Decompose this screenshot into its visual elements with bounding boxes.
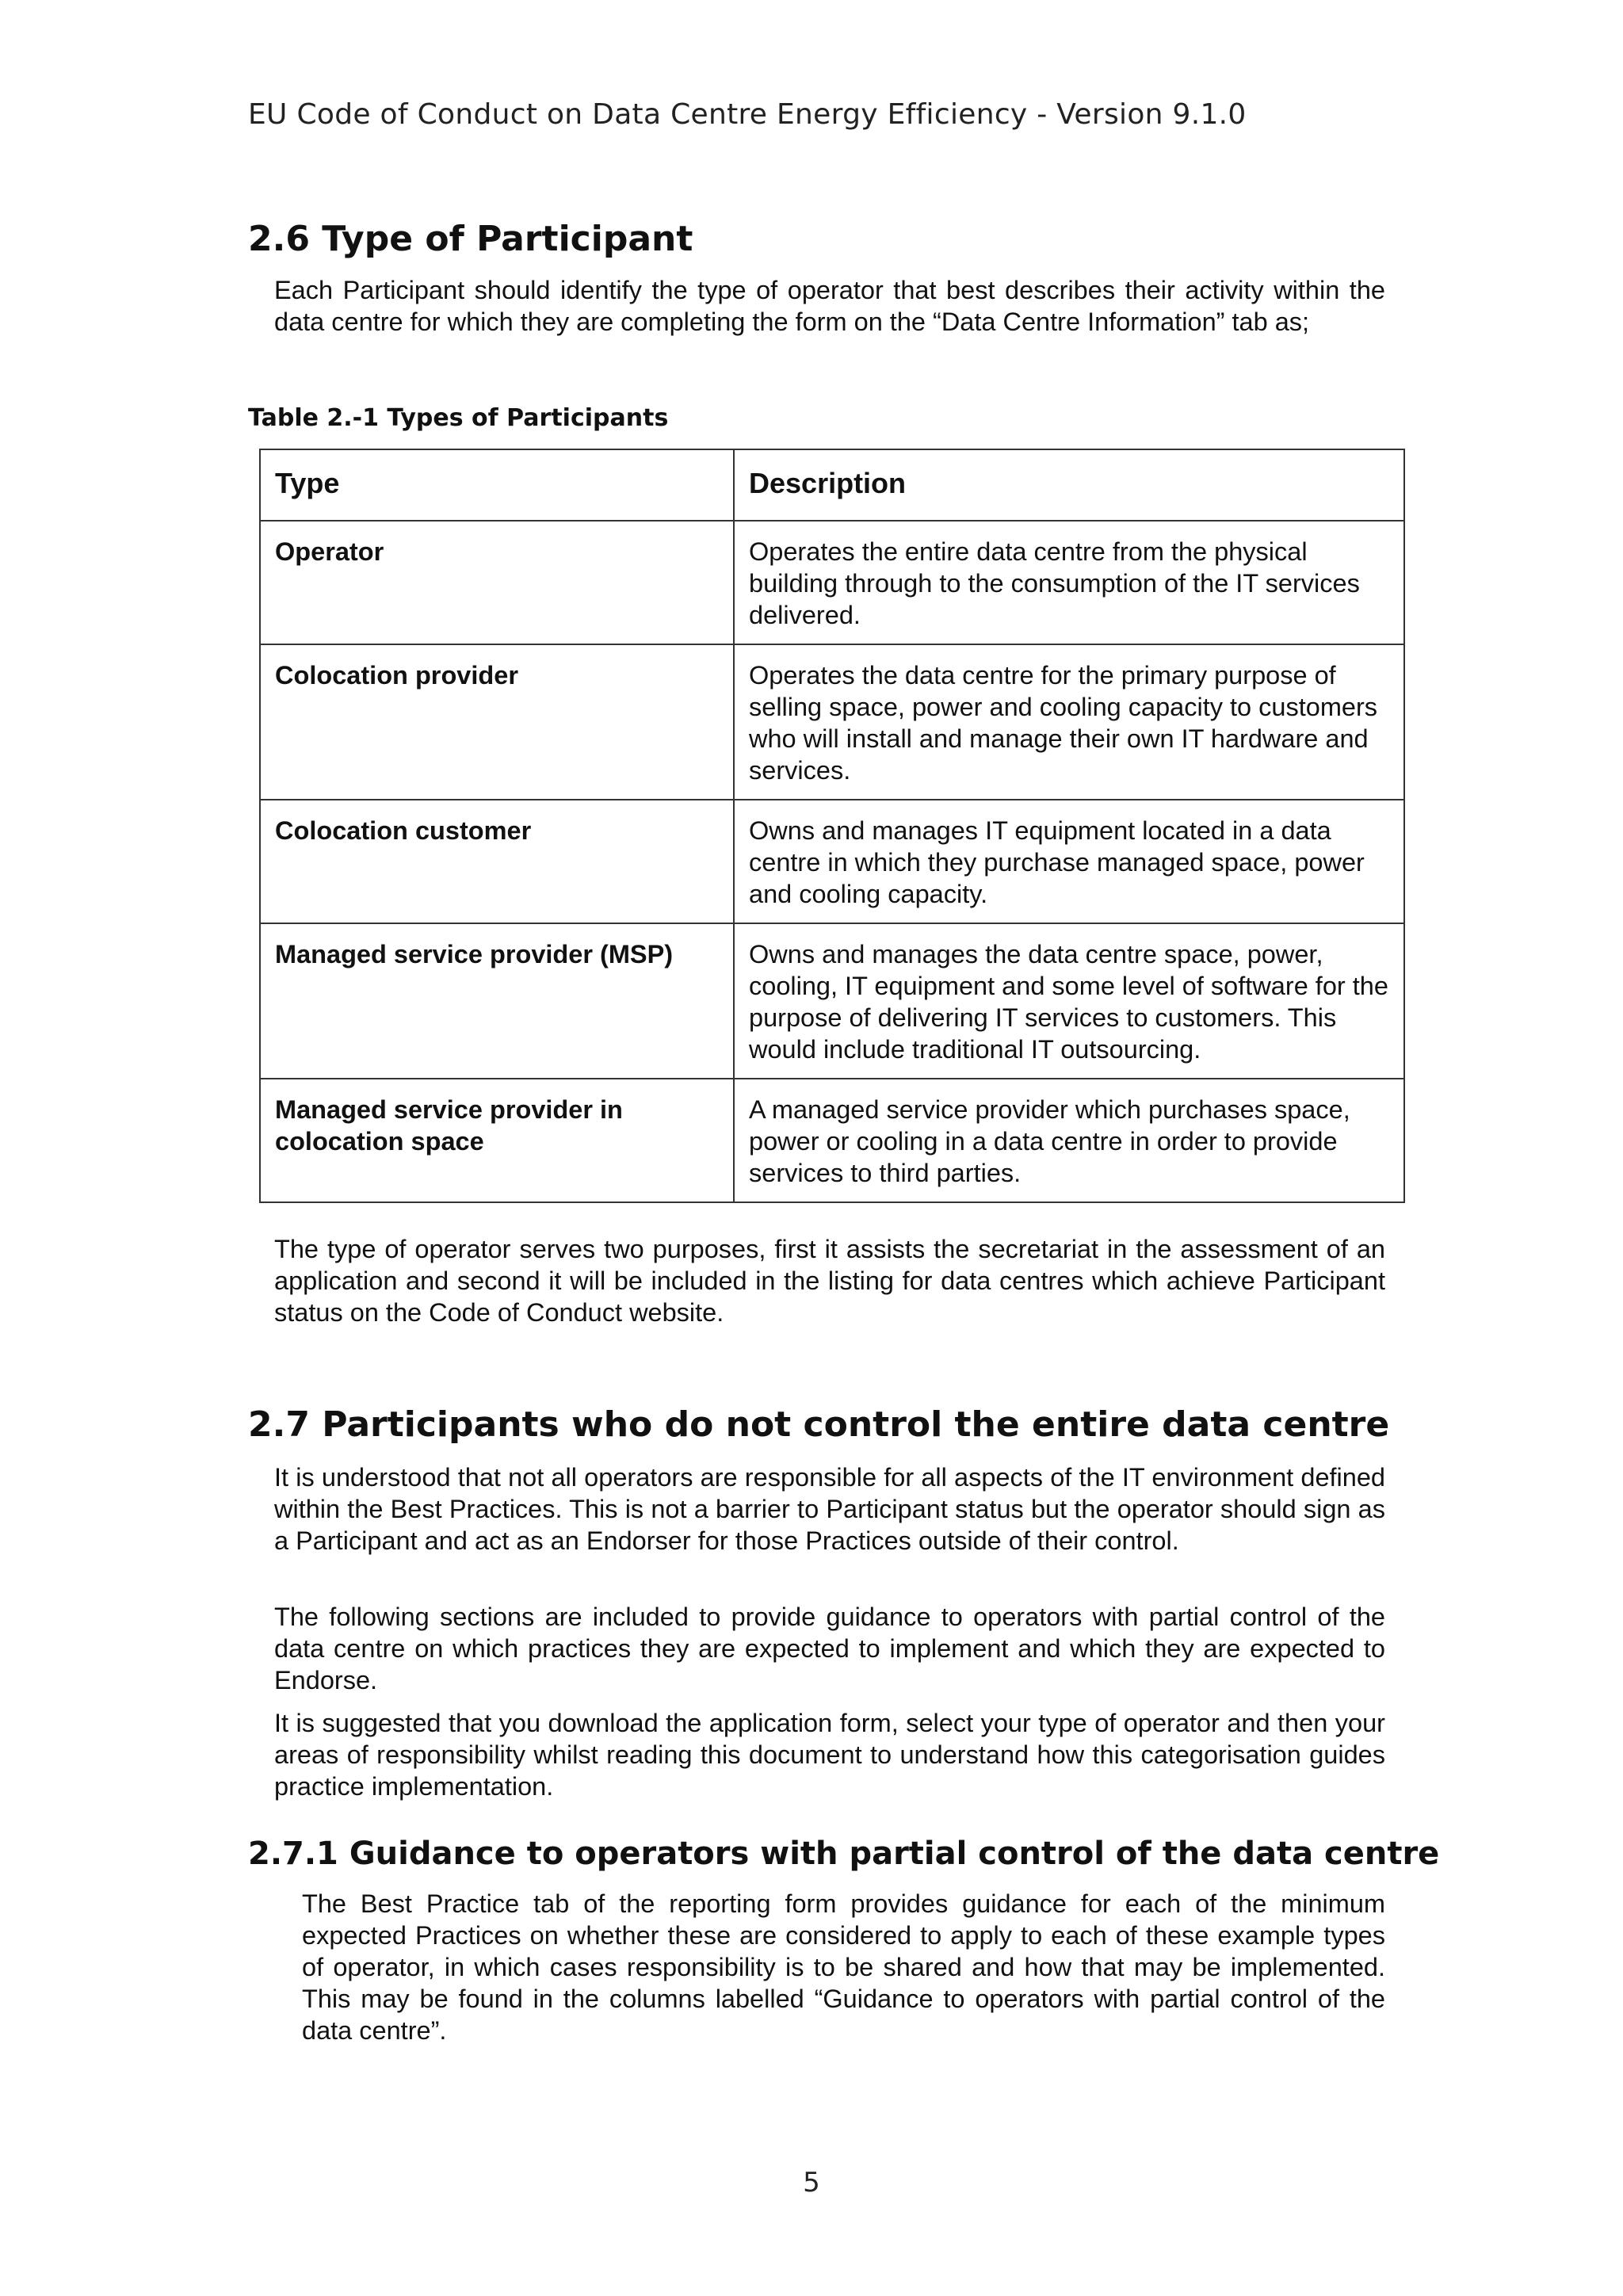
description-cell: A managed service provider which purchases space, power or cooling in a data centre in order to provide services to third parties. xyxy=(734,1079,1404,1202)
section-2-7-1-paragraph: The Best Practice tab of the reporting form provides guidance for each of the minimum expected Practices on whether these are considered to apply to each of these example types of operator, in which cases responsibility is to be shared and how that may be implemented. This may be found in the columns labelled “Guidance to operators with partial control of the data centre”. xyxy=(302,1889,1385,2045)
section-2-6-heading: 2.6 Type of Participant xyxy=(248,219,693,259)
section-2-6-intro: Each Participant should identify the type of operator that best describes their activity within the data centre for which they are completing the form on the “Data Centre Information” tab as; xyxy=(274,276,1385,336)
description-cell: Owns and manages the data centre space, power, cooling, IT equipment and some level of software for the purpose of delivering IT services to customers. This would include traditional IT outsourcing. xyxy=(734,923,1404,1079)
running-header: EU Code of Conduct on Data Centre Energy Efficiency - Version 9.1.0 xyxy=(248,98,1247,131)
column-header-description: Description xyxy=(734,449,1404,521)
table-row xyxy=(260,521,1404,644)
table-row xyxy=(260,923,1404,1079)
table-header-row xyxy=(260,449,1404,521)
type-cell: Managed service provider (MSP) xyxy=(260,923,734,1079)
section-2-7-1-heading: 2.7.1 Guidance to operators with partial control of the data centre xyxy=(248,1836,1440,1872)
description-cell: Operates the data centre for the primary purpose of selling space, power and cooling capacity to customers who will install and manage their own IT hardware and services. xyxy=(734,644,1404,800)
table-row xyxy=(260,800,1404,923)
type-cell: Colocation customer xyxy=(260,800,734,923)
section-2-7-heading: 2.7 Participants who do not control the entire data centre xyxy=(248,1404,1390,1445)
table-row xyxy=(260,1079,1404,1202)
description-cell: Owns and manages IT equipment located in a data centre in which they purchase managed space, power and cooling capacity. xyxy=(734,800,1404,923)
page-number: 5 xyxy=(803,2167,820,2199)
table-row xyxy=(260,644,1404,800)
section-2-6-closing: The type of operator serves two purposes, first it assists the secretariat in the assessment of an application and second it will be included in the listing for data centres which achieve Participant status on the Code of Conduct website. xyxy=(274,1235,1385,1327)
section-2-7-paragraph: The following sections are included to provide guidance to operators with partial control of the data centre on which practices they are expected to implement and which they are expected to Endorse. xyxy=(274,1603,1385,1694)
column-header-type: Type xyxy=(260,449,734,521)
type-cell: Colocation provider xyxy=(260,644,734,800)
type-cell: Managed service provider in colocation space xyxy=(260,1079,734,1202)
description-cell: Operates the entire data centre from the physical building through to the consumption of the IT services delivered. xyxy=(734,521,1404,644)
type-cell: Operator xyxy=(260,521,734,644)
section-2-7-paragraph: It is understood that not all operators are responsible for all aspects of the IT environment defined within the Best Practices. This is not a barrier to Participant status but the operator should sign as a Participant and act as an Endorser for those Practices outside of their control. xyxy=(274,1463,1385,1555)
table-caption: Table 2.-1 Types of Participants xyxy=(248,404,669,432)
participant-types-table xyxy=(259,449,1405,1203)
section-2-7-paragraph: It is suggested that you download the application form, select your type of operator and then your areas of responsibility whilst reading this document to understand how this categorisation guides practice implementation. xyxy=(274,1709,1385,1801)
